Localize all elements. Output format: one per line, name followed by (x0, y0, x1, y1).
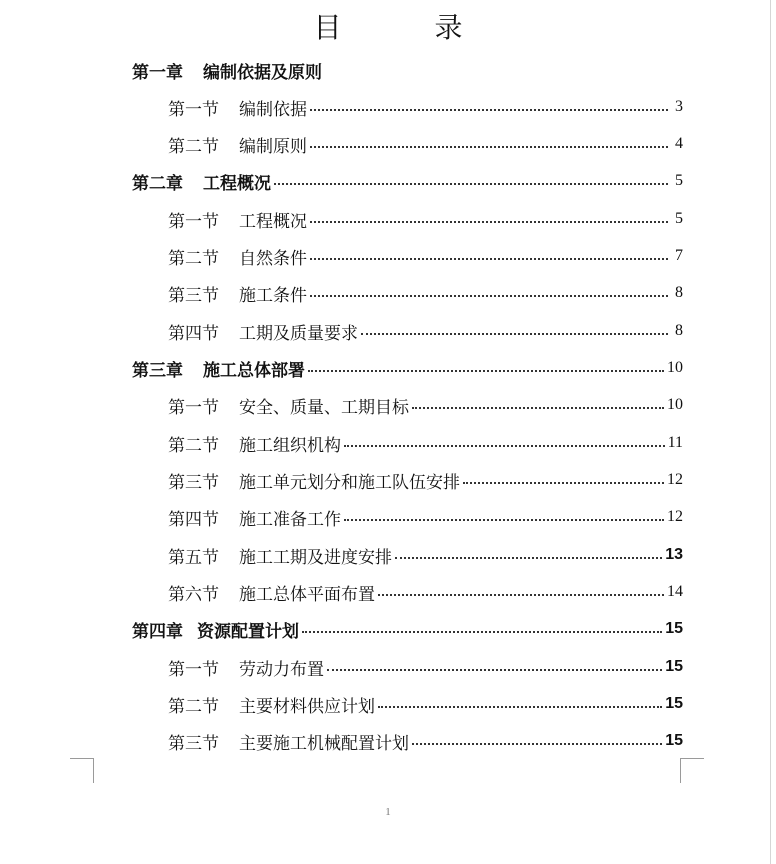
page-number: 13 (665, 546, 683, 563)
section-title: 安全、质量、工期目标 (239, 397, 409, 418)
dot-leader (310, 258, 668, 260)
page-edge (770, 0, 771, 864)
page-number: 15 (665, 620, 683, 637)
section-number: 第三节 (168, 472, 219, 493)
footer-page-number: 1 (385, 806, 391, 818)
dot-leader (378, 594, 664, 596)
chapter-number: 第三章 (132, 360, 183, 381)
toc-section-entry[interactable] (168, 692, 683, 716)
toc-title: 目 录 (313, 11, 505, 44)
section-title: 主要材料供应计划 (239, 696, 375, 717)
toc-section-entry[interactable] (168, 281, 683, 305)
section-number: 第二节 (168, 696, 219, 717)
chapter-title: 资源配置计划 (197, 621, 299, 642)
margin-corner-mark-right (680, 758, 704, 783)
toc-section-entry[interactable] (168, 505, 683, 529)
dot-leader (308, 370, 664, 372)
dot-leader (310, 221, 668, 223)
page-number: 10 (667, 396, 683, 413)
dot-leader (378, 706, 662, 708)
section-title: 工程概况 (239, 211, 307, 232)
chapter-number: 第四章 (132, 621, 183, 642)
section-title: 施工条件 (239, 285, 307, 306)
toc-section-entry[interactable] (168, 468, 683, 492)
chapter-title: 施工总体部署 (203, 360, 305, 381)
toc-section-entry[interactable] (168, 543, 683, 567)
page-number: 3 (675, 98, 683, 115)
toc-section-entry[interactable] (168, 580, 683, 604)
toc-section-entry[interactable] (168, 431, 683, 455)
section-title: 主要施工机械配置计划 (239, 733, 409, 754)
dot-leader (302, 631, 662, 633)
page-number: 7 (675, 247, 683, 264)
page-number: 8 (675, 284, 683, 301)
section-title: 施工总体平面布置 (239, 584, 375, 605)
dot-leader (310, 295, 668, 297)
page-number: 12 (667, 508, 683, 525)
toc-section-entry[interactable] (168, 132, 683, 156)
dot-leader (344, 519, 664, 521)
page-number: 10 (667, 359, 683, 376)
section-number: 第五节 (168, 547, 219, 568)
toc-section-entry[interactable] (168, 319, 683, 343)
page-number: 15 (665, 732, 683, 749)
dot-leader (344, 445, 665, 447)
margin-corner-mark-left (70, 758, 94, 783)
chapter-title: 工程概况 (203, 173, 271, 194)
page-number: 5 (675, 210, 683, 227)
page-number: 8 (675, 322, 683, 339)
dot-leader (412, 743, 662, 745)
section-title: 施工单元划分和施工队伍安排 (239, 472, 460, 493)
section-number: 第三节 (168, 733, 219, 754)
toc-section-entry[interactable] (168, 95, 683, 119)
toc-section-entry[interactable] (168, 393, 683, 417)
toc-chapter-entry[interactable] (132, 58, 683, 82)
page-number: 5 (675, 172, 683, 189)
page-number: 15 (665, 695, 683, 712)
section-number: 第二节 (168, 435, 219, 456)
toc-chapter-entry[interactable] (132, 169, 683, 193)
dot-leader (310, 146, 668, 148)
section-title: 劳动力布置 (239, 659, 324, 680)
section-number: 第六节 (168, 584, 219, 605)
dot-leader (274, 183, 668, 185)
section-number: 第一节 (168, 397, 219, 418)
section-title: 工期及质量要求 (239, 323, 358, 344)
section-number: 第一节 (168, 659, 219, 680)
page-number: 4 (675, 135, 683, 152)
toc-chapter-entry[interactable] (132, 356, 683, 380)
section-number: 第一节 (168, 99, 219, 120)
section-title: 编制依据 (239, 99, 307, 120)
section-title: 施工工期及进度安排 (239, 547, 392, 568)
section-title: 编制原则 (239, 136, 307, 157)
toc-section-entry[interactable] (168, 655, 683, 679)
page-number: 11 (667, 434, 683, 451)
dot-leader (463, 482, 664, 484)
toc-section-entry[interactable] (168, 729, 683, 753)
dot-leader (310, 109, 668, 111)
dot-leader (395, 557, 662, 559)
section-number: 第一节 (168, 211, 219, 232)
section-number: 第四节 (168, 323, 219, 344)
section-number: 第二节 (168, 248, 219, 269)
page-number: 12 (667, 471, 683, 488)
dot-leader (327, 669, 662, 671)
chapter-number: 第二章 (132, 173, 183, 194)
section-number: 第二节 (168, 136, 219, 157)
section-number: 第三节 (168, 285, 219, 306)
page-number: 14 (667, 583, 683, 600)
toc-section-entry[interactable] (168, 207, 683, 231)
dot-leader (361, 333, 668, 335)
page-number: 15 (665, 658, 683, 675)
section-title: 施工组织机构 (239, 435, 341, 456)
chapter-number: 第一章 (132, 62, 183, 83)
toc-section-entry[interactable] (168, 244, 683, 268)
section-title: 施工准备工作 (239, 509, 341, 530)
toc-chapter-entry[interactable] (132, 617, 683, 641)
chapter-title: 编制依据及原则 (203, 62, 322, 83)
dot-leader (412, 407, 664, 409)
section-number: 第四节 (168, 509, 219, 530)
section-title: 自然条件 (239, 248, 307, 269)
